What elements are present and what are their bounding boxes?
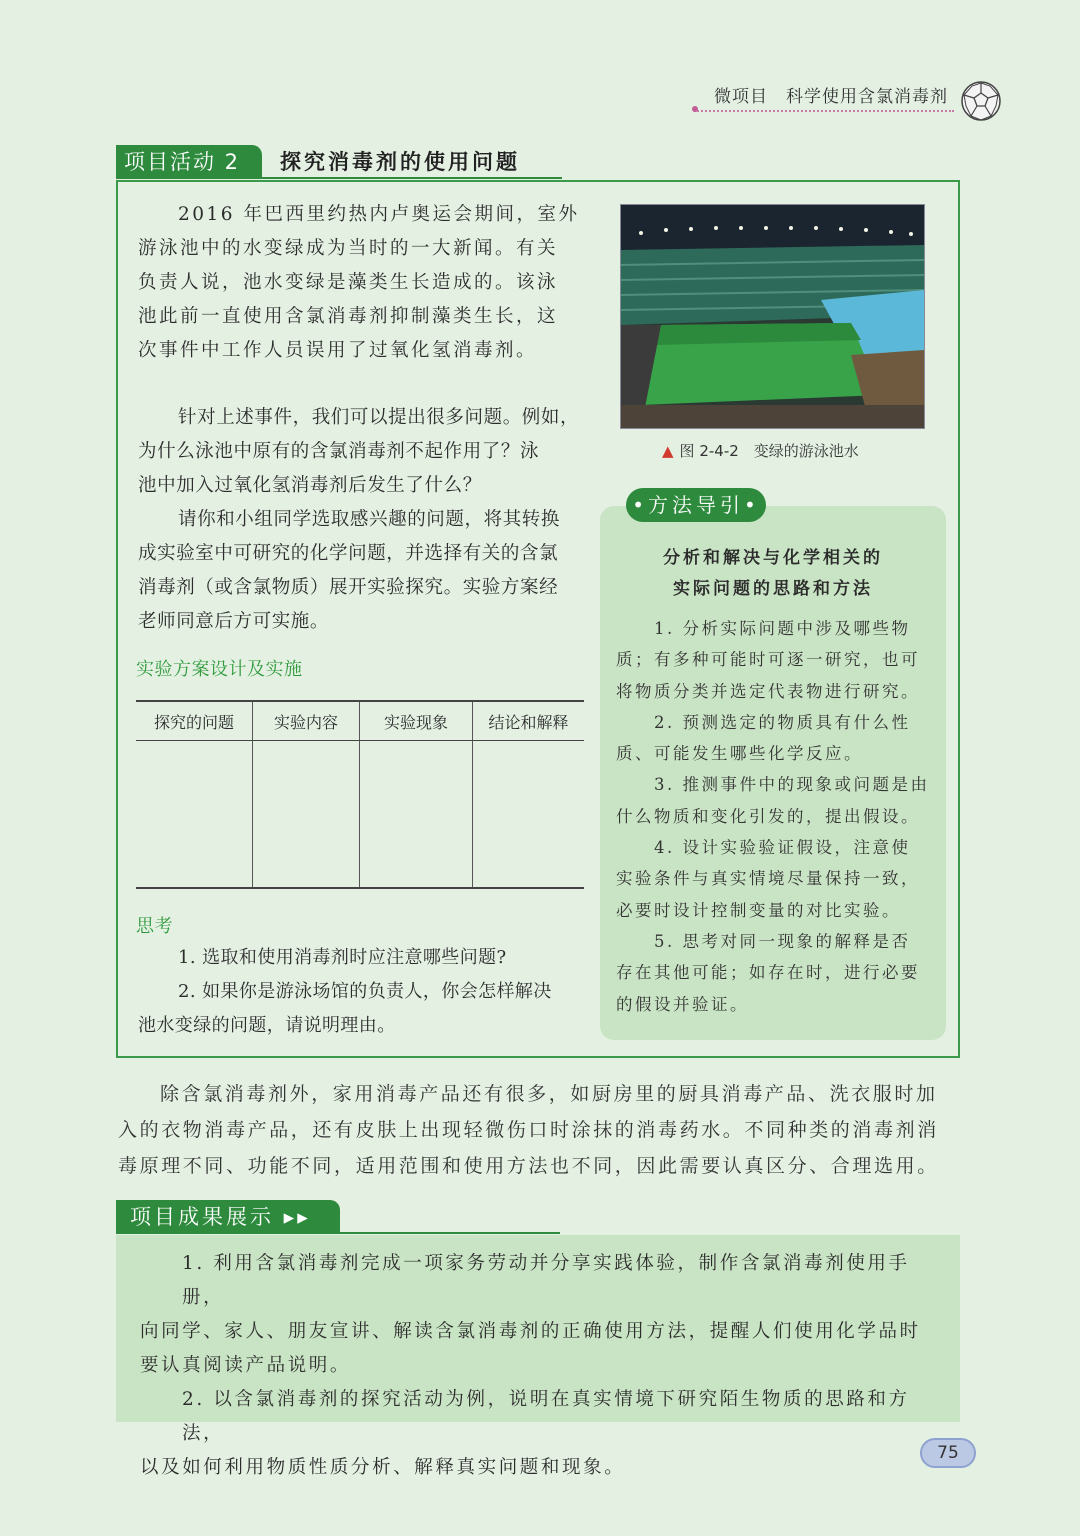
bullet-dot-icon: • bbox=[632, 493, 648, 517]
method-line: 实验条件与真实情境尽量保持一致， bbox=[616, 869, 920, 889]
task-line: 请你和小组同学选取感兴趣的问题，将其转换 bbox=[178, 509, 561, 530]
question-line: 池中加入过氧化氢消毒剂后发生了什么？ bbox=[138, 475, 482, 496]
intro-line: 负责人说，池水变绿是藻类生长造成的。该泳 bbox=[138, 272, 559, 293]
method-line: 存在其他可能；如存在时，进行必要 bbox=[616, 963, 920, 983]
page-number: 75 bbox=[920, 1438, 976, 1468]
body-line: 毒原理不同、功能不同，适用范围和使用方法也不同，因此需要认真区分、合理选用。 bbox=[118, 1155, 939, 1177]
activity-title: 探究消毒剂的使用问题 bbox=[280, 149, 520, 174]
header-dot bbox=[692, 106, 698, 112]
question-paragraph bbox=[138, 401, 588, 503]
results-line: 向同学、家人、朋友宣讲、解读含氯消毒剂的正确使用方法，提醒人们使用化学品时 bbox=[140, 1321, 921, 1342]
green-pool-photo bbox=[620, 204, 925, 429]
think-line: 池水变绿的问题，请说明理由。 bbox=[138, 1015, 396, 1036]
method-line: 3. 推测事件中的现象或问题是由 bbox=[654, 775, 930, 795]
method-guide-tag bbox=[626, 488, 766, 522]
figure-caption bbox=[662, 440, 859, 461]
method-line: 1. 分析实际问题中涉及哪些物 bbox=[654, 619, 911, 638]
body-line: 除含氯消毒剂外，家用消毒产品还有很多，如厨房里的厨具消毒产品、洗衣服时加 bbox=[160, 1083, 938, 1105]
task-paragraph bbox=[138, 503, 588, 639]
method-line: 质；有多种可能时可逐一研究，也可 bbox=[616, 650, 920, 670]
header-title: 微项目 科学使用含氯消毒剂 bbox=[714, 87, 948, 107]
table-header-cell: 实验内容 bbox=[253, 701, 360, 741]
method-title-line: 实际问题的思路和方法 bbox=[673, 579, 873, 599]
figure-caption-text: 图 2-4-2 变绿的游泳池水 bbox=[679, 442, 859, 460]
task-line: 成实验室中可研究的化学问题，并选择有关的含氯 bbox=[138, 543, 559, 564]
body-line: 入的衣物消毒产品，还有皮肤上出现轻微伤口时涂抹的消毒药水。不同种类的消毒剂消 bbox=[118, 1119, 939, 1141]
intro-line: 游泳池中的水变绿成为当时的一大新闻。有关 bbox=[138, 238, 559, 259]
method-line: 5. 思考对同一现象的解释是否 bbox=[654, 931, 911, 951]
method-line: 将物质分类并选定代表物进行研究。 bbox=[616, 681, 920, 701]
results-tab: 项目成果展示 ▸▸ bbox=[116, 1200, 340, 1234]
body-paragraph bbox=[118, 1076, 960, 1184]
question-line: 为什么泳池中原有的含氯消毒剂不起作用了？泳 bbox=[138, 441, 540, 462]
design-heading: 实验方案设计及实施 bbox=[136, 659, 303, 680]
method-line: 质、可能发生哪些化学反应。 bbox=[616, 744, 863, 764]
method-line: 4. 设计实验验证假设，注意使 bbox=[654, 838, 911, 858]
experiment-table bbox=[136, 700, 584, 889]
warning-triangle-icon: ▲ bbox=[662, 442, 674, 460]
activity-title-underline bbox=[262, 177, 562, 179]
question-line: 针对上述事件，我们可以提出很多问题。例如， bbox=[178, 407, 580, 428]
table-header-cell: 结论和解释 bbox=[473, 701, 585, 741]
results-line: 1. 利用含氯消毒剂完成一项家务劳动并分享实践体验，制作含氯消毒剂使用手册， bbox=[182, 1253, 910, 1308]
header-rule bbox=[694, 110, 954, 112]
table-header-row bbox=[136, 701, 584, 741]
results-underline bbox=[340, 1232, 560, 1234]
method-line: 什么物质和变化引发的，提出假设。 bbox=[616, 806, 920, 826]
think-line: 1. 选取和使用消毒剂时应注意哪些问题? bbox=[178, 947, 507, 968]
think-heading: 思考 bbox=[136, 916, 173, 937]
think-paragraph bbox=[138, 941, 588, 1043]
method-line: 2. 预测选定的物质具有什么性 bbox=[654, 712, 911, 732]
running-header bbox=[714, 82, 948, 112]
table-header-cell: 探究的问题 bbox=[136, 701, 253, 741]
table-header-cell: 实验现象 bbox=[360, 701, 473, 741]
results-line: 要认真阅读产品说明。 bbox=[140, 1355, 352, 1376]
bullet-dot-icon: • bbox=[744, 493, 760, 517]
soccer-ball-icon bbox=[960, 80, 1002, 122]
intro-line: 池此前一直使用含氯消毒剂抑制藻类生长，这 bbox=[138, 306, 559, 327]
method-steps bbox=[616, 613, 936, 1020]
table-cell bbox=[473, 741, 585, 889]
table-cell bbox=[360, 741, 473, 889]
results-text bbox=[140, 1247, 950, 1485]
table-cell bbox=[253, 741, 360, 889]
method-guide-label: 方法导引 bbox=[648, 493, 744, 517]
results-line: 以及如何利用物质性质分析、解释真实问题和现象。 bbox=[140, 1457, 626, 1478]
intro-line: 次事件中工作人员误用了过氧化氢消毒剂。 bbox=[138, 340, 538, 361]
intro-line: 2016 年巴西里约热内卢奥运会期间，室外 bbox=[178, 204, 580, 225]
task-line: 消毒剂（或含氯物质）展开实验探究。实验方案经 bbox=[138, 577, 559, 598]
intro-paragraph bbox=[138, 198, 588, 368]
results-line: 2. 以含氯消毒剂的探究活动为例，说明在真实情境下研究陌生物质的思路和方法， bbox=[182, 1389, 910, 1444]
activity-tab: 项目活动 2 bbox=[116, 145, 262, 179]
think-line: 2. 如果你是游泳场馆的负责人，你会怎样解决 bbox=[178, 981, 552, 1002]
method-line: 必要时设计控制变量的对比实验。 bbox=[616, 900, 901, 920]
task-line: 老师同意后方可实施。 bbox=[138, 611, 330, 632]
method-line: 的假设并验证。 bbox=[616, 994, 749, 1014]
table-row bbox=[136, 741, 584, 889]
method-title-line: 分析和解决与化学相关的 bbox=[663, 548, 883, 568]
table-cell bbox=[136, 741, 253, 889]
